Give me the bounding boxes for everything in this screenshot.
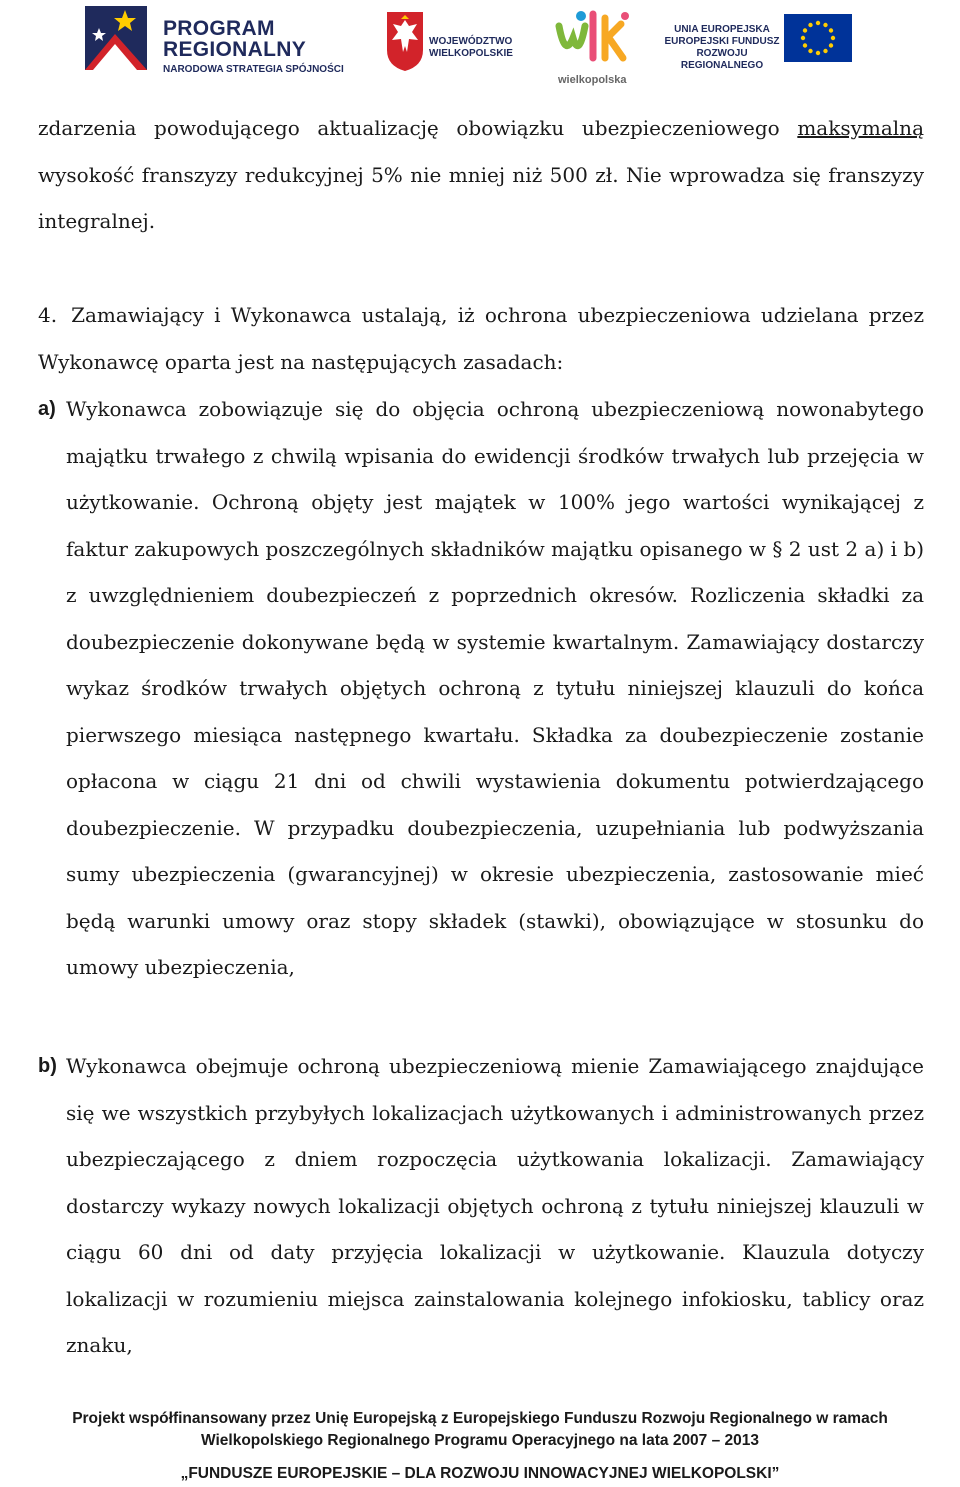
eu-star-icon bbox=[803, 43, 807, 47]
footer-line-1: Projekt współfinansowany przez Unię Europejską z Europejskiego Funduszu Rozwoju Regionalnego w ramach bbox=[72, 1410, 888, 1427]
underlined-word: maksymalną bbox=[797, 116, 924, 140]
wielkopolska-logo-text: wielkopolska bbox=[558, 74, 627, 86]
list-item-a-label: a) bbox=[38, 398, 56, 420]
wojewodztwo-text: WOJEWÓDZTWO WIELKOPOLSKIE bbox=[429, 36, 513, 59]
eu-star-icon bbox=[816, 51, 820, 55]
paragraph-franchise-text-b: wysokość franszyzy redukcyjnej 5% nie mniej niż 500 zł. Nie wprowadza się franszyzy integralnej. bbox=[38, 162, 924, 233]
eu-fund-text: UNIA EUROPEJSKA EUROPEJSKI FUNDUSZ ROZWOJU REGIONALNEGO bbox=[664, 24, 780, 71]
eu-star-icon bbox=[803, 28, 807, 32]
paragraph-4-text: Zamawiający i Wykonawca ustalają, iż ochrona ubezpieczeniowa udzielana przez Wykonawcę oparta jest na następujących zasadach: bbox=[38, 303, 924, 374]
eu-star-icon bbox=[801, 36, 805, 40]
program-regionalny-subtitle: NARODOWA STRATEGIA SPÓJNOŚCI bbox=[163, 64, 344, 75]
coat-of-arms-eagle-icon bbox=[385, 10, 425, 72]
list-item-a bbox=[38, 386, 924, 991]
footer-slogan: „FUNDUSZE EUROPEJSKIE – DLA ROZWOJU INNOWACYJNEJ WIELKOPOLSKI” bbox=[180, 1465, 780, 1482]
program-regionalny-title: PROGRAM REGIONALNY bbox=[163, 17, 307, 61]
list-item-b-label: b) bbox=[38, 1055, 57, 1077]
list-item-b-text: Wykonawca obejmuje ochroną ubezpieczeniową mienie Zamawiającego znajdujące się we wszystkich przybyłych lokalizacjach użytkowanych i administrowanych przez ubezpieczającego z dniem rozpoczęcia użytkowania lokalizacji. Zamawiający dostarczy wykazy nowych lokalizacji objętych ochroną z tytułu niniejszej klauzuli w ciągu 60 dni od daty przyjęcia lokalizacji w użytkowanie. Klauzula dotyczy lokalizacji w rozumieniu miejsca zainstalowania kolejnego infokiosku, tablicy oraz znaku, bbox=[66, 1054, 924, 1357]
eu-star-icon bbox=[823, 49, 827, 53]
eu-flag-icon bbox=[784, 14, 852, 62]
paragraph-4 bbox=[38, 292, 924, 385]
wielkopolska-brand-icon bbox=[555, 8, 635, 70]
program-regionalny-logo bbox=[85, 6, 345, 76]
paragraph-number: 4. bbox=[38, 303, 58, 327]
eu-star-icon bbox=[829, 28, 833, 32]
list-item-a-text: Wykonawca zobowiązuje się do objęcia ochroną ubezpieczeniową nowonabytego majątku trwałego z chwilą wpisania do ewidencji środków trwałych lub przejęcia w użytkowanie. Ochroną objęty jest majątek w 100% jego wartości wynikającej z faktur zakupowych poszczególnych składników majątku opisanego w § 2 ust 2 a) i b) z uwzględnieniem doubezpieczeń z poprzednich okresów. Rozliczenia składki za doubezpieczenie dokonywane będą w systemie kwartalnym. Zamawiający dostarczy wykaz środków trwałych objętych ochroną z tytułu niniejszej klauzuli do końca pierwszego miesiąca następnego kwartału. Składka za doubezpieczenie zostanie opłacona w ciągu 21 dni od chwili wystawienia dokumentu potwierdzającego doubezpieczenie. W przypadku doubezpieczenia, uzupełniania lub podwyższania sumy ubezpieczenia (gwarancyjnej) w okresie ubezpieczenia, zastosowanie mieć będą warunki umowy oraz stopy składek (stawki), obowiązujące w stosunku do umowy ubezpieczenia, bbox=[66, 397, 924, 979]
eu-star-icon bbox=[829, 43, 833, 47]
eu-star-icon bbox=[808, 23, 812, 27]
eu-star-icon bbox=[808, 49, 812, 53]
paragraph-franchise bbox=[38, 105, 924, 245]
footer-line-2: Wielkopolskiego Regionalnego Programu Operacyjnego na lata 2007 – 2013 bbox=[200, 1432, 760, 1449]
eu-logo bbox=[662, 14, 852, 74]
footer-cofinancing bbox=[0, 1408, 960, 1452]
eu-star-icon bbox=[831, 36, 835, 40]
list-item-b bbox=[38, 1043, 924, 1369]
logo-header bbox=[0, 0, 960, 92]
eu-star-icon bbox=[823, 23, 827, 27]
program-regionalny-emblem-icon bbox=[85, 6, 155, 76]
wojewodztwo-logo bbox=[385, 10, 535, 80]
paragraph-franchise-text-a: zdarzenia powodującego aktualizację obowiązku ubezpieczeniowego bbox=[38, 116, 798, 140]
wielkopolska-brand-logo bbox=[555, 8, 645, 88]
eu-star-icon bbox=[816, 21, 820, 25]
